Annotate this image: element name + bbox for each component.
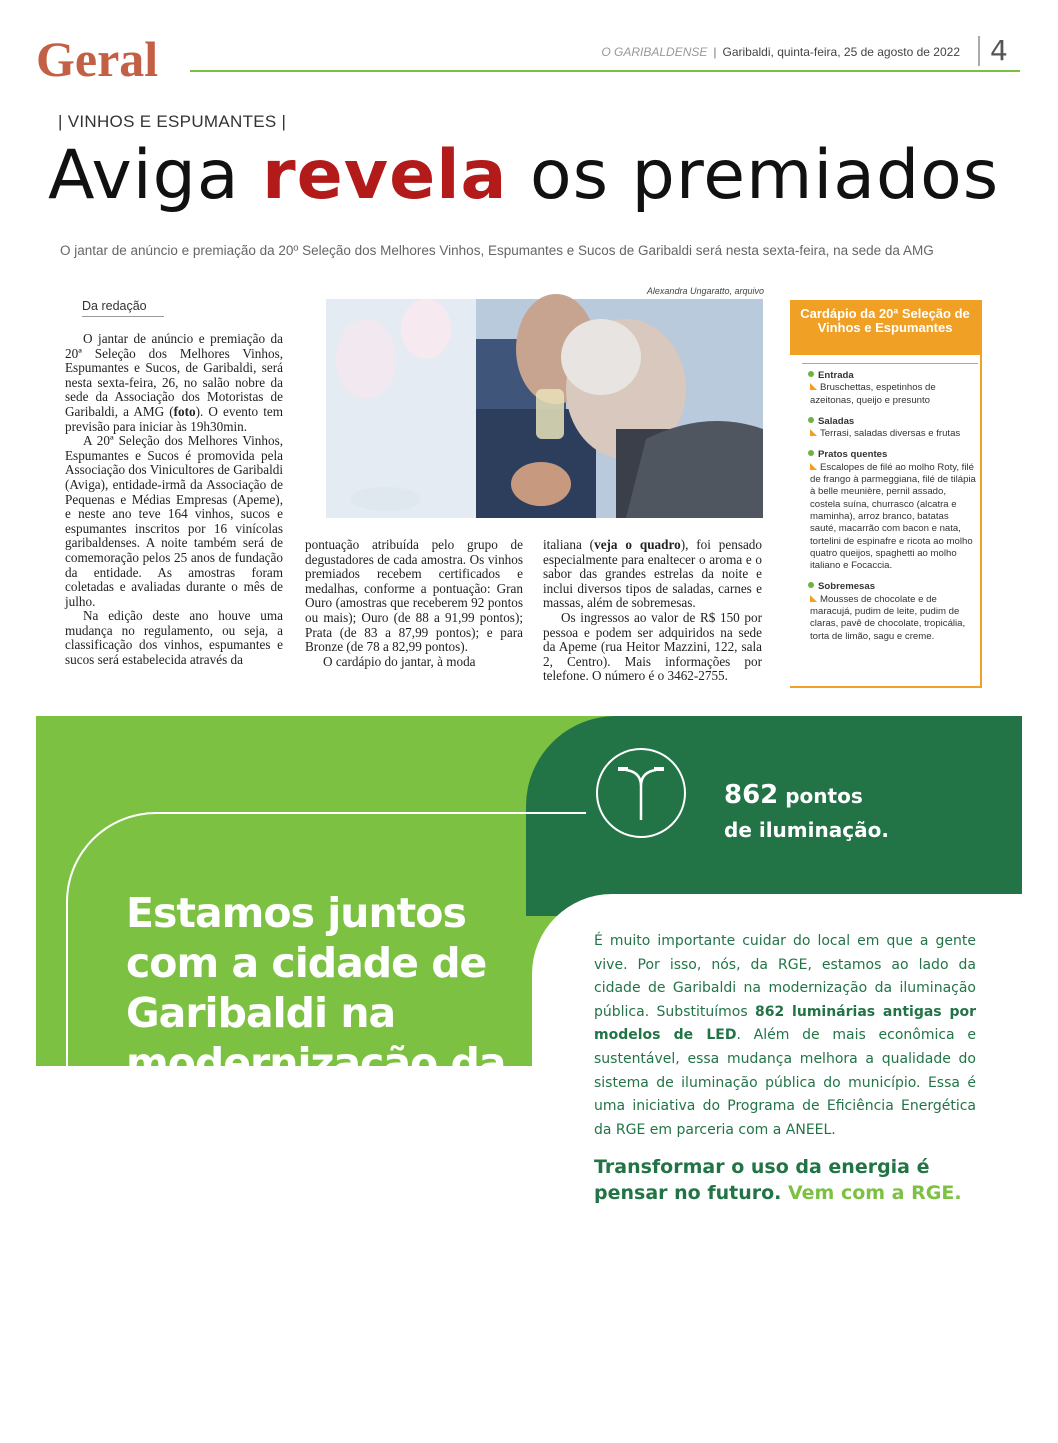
byline-rule	[82, 316, 164, 317]
text: ), foi pensado especialmente para enaltecer o aroma e o sabor das grandes estrelas da noite e inclui diversos tipos de saladas, carnes e massas, além de sobremesas.	[543, 537, 762, 611]
photo-ref: foto	[173, 403, 196, 419]
triangle-icon	[810, 463, 817, 470]
paragraph: A 20ª Seleção dos Melhores Vinhos, Espumantes e Sucos é promovida pela Associação dos Vinicultores de Garibaldi (Aviga), entidade-irmã da Associação de Pequenas e Médias Empresas (Apeme), e neste ano teve 164 vinhos, sucos e espumantes inscritos por 16 vinícolas garibaldenses. A noite também será de comemoração pelos 25 anos de fundação da entidade. As amostras foram coletadas e avaliadas durante o mês de julho.	[65, 433, 283, 609]
text: O jantar de anúncio e premiação da 20ª Seleção dos Melhores Vinhos, Espumantes e Sucos, de Garibaldi, será nesta sexta-feira, 26, no salão nobre da sede da Associação dos Motoristas de Garibaldi, a AMG (	[65, 331, 283, 419]
menu-section-entrada	[810, 370, 976, 407]
menu-section-items: Terrasi, saladas diversas e frutas	[820, 428, 961, 440]
rge-advertisement	[36, 716, 1022, 1204]
menu-sidebar	[790, 300, 982, 688]
menu-section-name: Saladas	[818, 415, 855, 427]
menu-section-items: Bruschettas, espetinhos de azeitonas, queijo e presunto	[810, 382, 936, 406]
menu-section-name: Sobremesas	[818, 581, 876, 593]
ad-headline: Estamos juntos com a cidade de Garibaldi na modernização da iluminação pública.	[126, 889, 506, 1187]
triangle-icon	[810, 595, 817, 602]
menu-section-sobremesas	[810, 581, 976, 642]
streetlight-icon	[596, 748, 686, 838]
page-number: 4	[990, 34, 1008, 67]
paragraph: Os ingressos ao valor de R$ 150 por pessoa e podem ser adquiridos na sede da Apeme (rua Heitor Mazzini, 122, sala 2, Centro). Mais informações por telefone. O número é o 3462-2755.	[543, 609, 762, 684]
text: ). O evento tem previsão para iniciar às 19h30min.	[65, 403, 284, 434]
ad-tagline	[594, 1154, 994, 1206]
byline: Da redação	[82, 299, 147, 313]
headline-part-1: Aviga	[48, 136, 263, 215]
box-ref: veja o quadro	[594, 537, 681, 552]
issue-date: Garibaldi, quinta-feira, 25 de agosto de 2022	[722, 45, 960, 59]
headline-part-2: os premiados	[507, 136, 1000, 215]
bullet-icon	[808, 582, 814, 588]
paragraph: pontuação atribuída pelo grupo de degustadores de cada amostra. Os vinhos premiados recebem certificados e medalhas, conforme a pontuação: Gran Ouro (amostras que receberem 92 pontos ou mais); Ouro (de 88 a 91,99 pontos); Prata (de 83 a 87,99 pontos); e para Bronze (de 78 a 82,99 pontos).	[305, 537, 523, 655]
stat-number: 862	[724, 780, 779, 810]
menu-section-name: Pratos quentes	[818, 449, 888, 461]
triangle-icon	[810, 383, 817, 390]
text: . Além de mais econômica e sustentável, essa mudança melhora a qualidade do sistema de iluminação pública do município. Essa é uma iniciativa do Programa de Eficiência Energética da RGE em parceria com a ANEEL.	[594, 1027, 976, 1138]
ad-body	[594, 930, 976, 1142]
article-column-1	[65, 332, 283, 668]
text: É muito importante cuidar do local em que a gente vive. Por isso, nós, da RGE, estamos ao lado da cidade de Garibaldi na modernização da iluminação pública. Substituímos	[594, 933, 976, 1020]
streetlight-svg	[598, 750, 684, 836]
menu-section-saladas	[810, 416, 976, 441]
article-column-2	[305, 538, 523, 669]
stat-text-1: pontos	[778, 784, 863, 808]
triangle-icon	[810, 429, 817, 436]
stat-text-2: de iluminação.	[724, 818, 889, 842]
tagline-part-1: Transformar o uso da energia é pensar no futuro.	[594, 1156, 930, 1204]
sidebar-title: Cardápio da 20ª Seleção de Vinhos e Espumantes	[790, 300, 980, 355]
photo-illustration	[326, 299, 763, 518]
header-rule	[190, 70, 1020, 72]
page-separator	[978, 36, 980, 66]
newspaper-name: O GARIBALDENSE	[601, 45, 708, 59]
text: italiana (	[543, 537, 595, 552]
bullet-icon	[808, 371, 814, 377]
ad-stat	[724, 778, 889, 847]
header-dateline	[601, 45, 960, 59]
bullet-icon	[808, 450, 814, 456]
paragraph: O cardápio do jantar, à moda	[323, 653, 476, 669]
article-kicker: | VINHOS E ESPUMANTES |	[58, 112, 287, 131]
photo-credit: Alexandra Ungaratto, arquivo	[646, 286, 764, 296]
section-title: Geral	[36, 31, 159, 87]
highlight: 862 luminárias antigas por modelos de LED	[594, 1003, 976, 1044]
article-photo	[326, 299, 763, 518]
bullet-icon	[808, 417, 814, 423]
paragraph: Na edição deste ano houve uma mudança no regulamento, ou seja, a classificação dos vinhos, espumantes e sucos será estabelecida através da	[65, 608, 283, 668]
header-separator: |	[713, 45, 717, 59]
article-column-3	[543, 538, 762, 684]
paragraph	[65, 332, 283, 434]
menu-section-items: Mousses de chocolate e de maracujá, pudim de leite, pudim de claras, pavê de chocolate, tropicália, torta de limão, sagu e creme.	[810, 593, 966, 642]
headline-highlight: revela	[262, 136, 508, 215]
menu-section-items: Escalopes de filé ao molho Roty, filé de frango à parmeggiana, filé de tilápia à belle meunière, pernil assado, costela suína, churrasco (alcatra e maminha), arroz branco, batatas sauté, macarrão com bacon e nata, tortelini de espinafre e ricota ao molho quatro queijos, spaghetti ao molho italiano e Focaccia.	[810, 461, 976, 572]
paragraph	[543, 538, 762, 611]
menu-section-pratos-quentes	[810, 449, 976, 572]
article-headline	[48, 136, 999, 215]
menu-section-name: Entrada	[818, 370, 854, 381]
article-subhead: O jantar de anúncio e premiação da 20º Seleção dos Melhores Vinhos, Espumantes e Sucos de Garibaldi será nesta sexta-feira, na sede da AMG	[60, 243, 934, 258]
tagline-part-2: Vem com a RGE.	[781, 1182, 962, 1204]
sidebar-rule	[802, 363, 978, 364]
